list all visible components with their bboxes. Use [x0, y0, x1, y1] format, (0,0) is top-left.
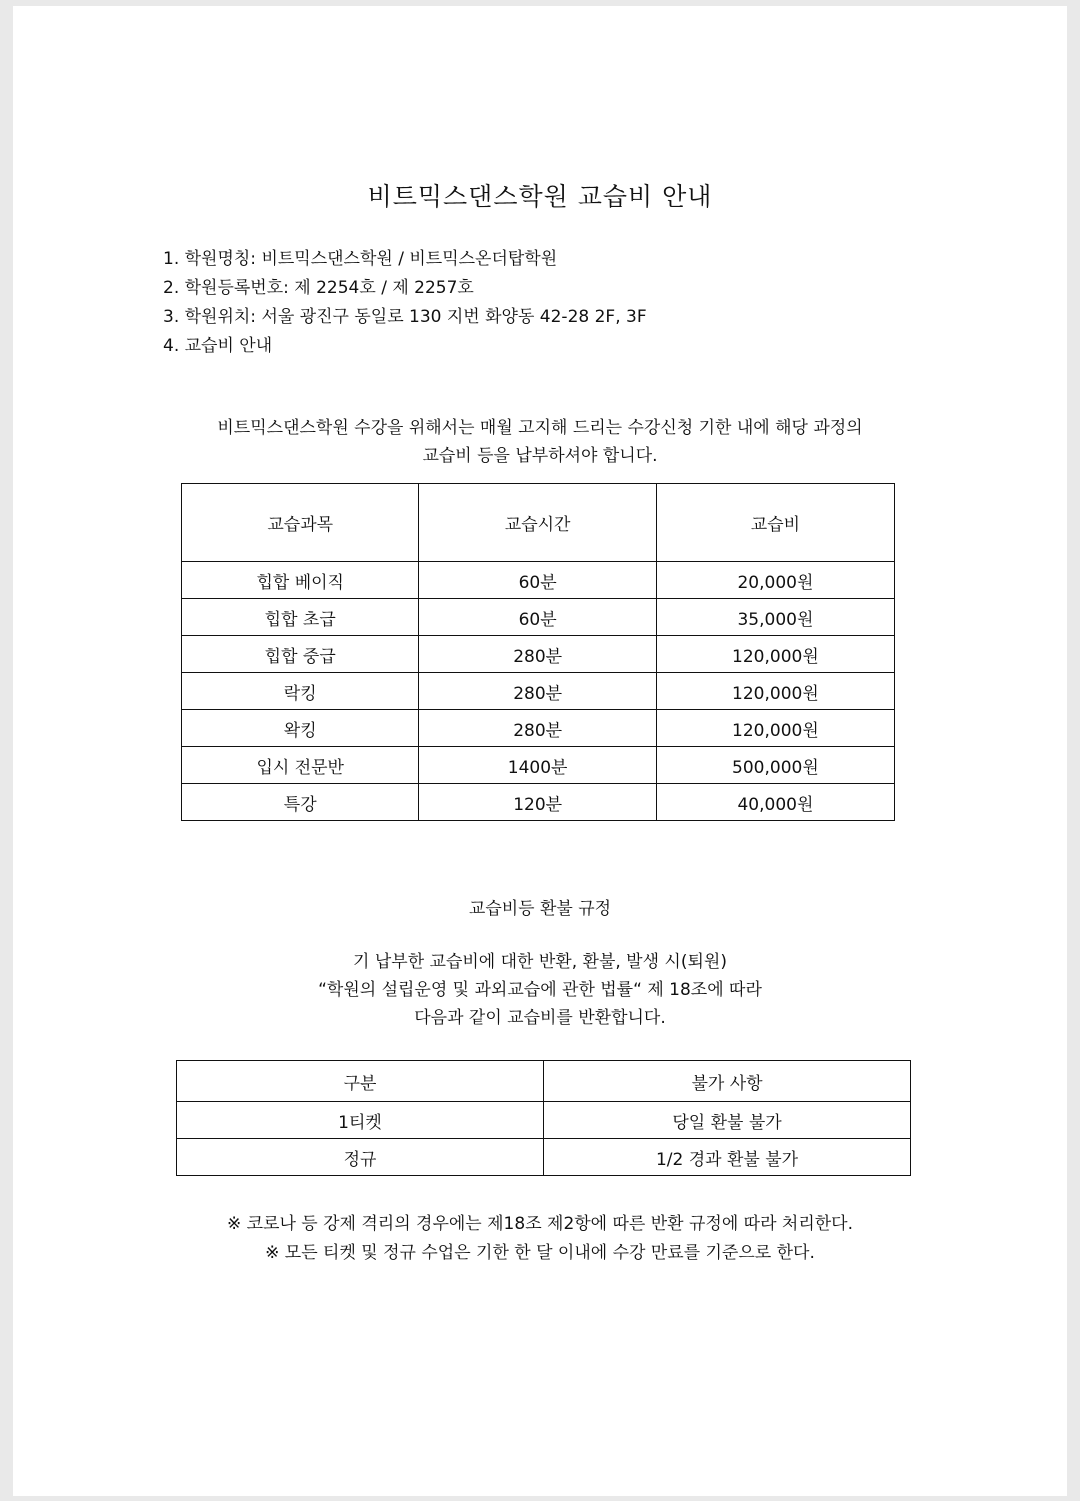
cell-duration: 280분 [419, 673, 656, 710]
cell-duration: 1400분 [419, 747, 656, 784]
cell-fee: 120,000원 [656, 710, 894, 747]
cell-subject: 입시 전문반 [182, 747, 419, 784]
info-item-registration: 2. 학원등록번호: 제 2254호 / 제 2257호 [163, 278, 474, 298]
table-row [177, 1139, 911, 1176]
refund-intro-line: 기 납부한 교습비에 대한 반환, 환불, 발생 시(퇴원) [353, 952, 727, 972]
intro-line: 교습비 등을 납부하셔야 합니다. [422, 446, 658, 466]
table-header-row [177, 1061, 911, 1102]
header-restriction: 불가 사항 [544, 1061, 911, 1102]
note-covid: ※ 코로나 등 강제 격리의 경우에는 제18조 제2항에 따른 반환 규정에 따라 처리한다. [226, 1214, 854, 1234]
cell-subject: 힙합 초급 [182, 599, 419, 636]
cell-category: 정규 [177, 1139, 544, 1176]
cell-duration: 280분 [419, 710, 656, 747]
refund-table [176, 1060, 911, 1176]
header-fee: 교습비 [656, 484, 894, 562]
cell-subject: 특강 [182, 784, 419, 821]
table-row [182, 784, 895, 821]
info-item-fee-guide: 4. 교습비 안내 [163, 336, 273, 356]
refund-intro [0, 948, 1080, 1032]
intro-paragraph [0, 414, 1080, 470]
cell-duration: 60분 [419, 599, 656, 636]
refund-heading: 교습비등 환불 규정 [468, 899, 612, 919]
cell-duration: 280분 [419, 636, 656, 673]
note-expiry: ※ 모든 티켓 및 정규 수업은 기한 한 달 이내에 수강 만료를 기준으로 한다. [265, 1243, 815, 1263]
cell-duration: 60분 [419, 562, 656, 599]
table-row [182, 636, 895, 673]
table-row [182, 747, 895, 784]
refund-intro-line: 다음과 같이 교습비를 반환합니다. [414, 1008, 666, 1028]
cell-subject: 왁킹 [182, 710, 419, 747]
academy-info-list [163, 245, 647, 361]
document-title: 비트믹스댄스학원 교습비 안내 [367, 182, 713, 211]
cell-fee: 120,000원 [656, 673, 894, 710]
intro-line: 비트믹스댄스학원 수강을 위해서는 매월 고지해 드리는 수강신청 기한 내에 해당 과정의 [217, 418, 863, 438]
cell-fee: 120,000원 [656, 636, 894, 673]
table-header-row [182, 484, 895, 562]
header-subject: 교습과목 [182, 484, 419, 562]
cell-fee: 500,000원 [656, 747, 894, 784]
cell-fee: 40,000원 [656, 784, 894, 821]
header-category: 구분 [177, 1061, 544, 1102]
table-row [182, 710, 895, 747]
notes [0, 1210, 1080, 1268]
cell-subject: 힙합 베이직 [182, 562, 419, 599]
table-row [182, 599, 895, 636]
cell-duration: 120분 [419, 784, 656, 821]
cell-fee: 20,000원 [656, 562, 894, 599]
cell-restriction: 당일 환불 불가 [544, 1102, 911, 1139]
info-item-location: 3. 학원위치: 서울 광진구 동일로 130 지번 화양동 42-28 2F, 3F [163, 307, 647, 327]
cell-subject: 락킹 [182, 673, 419, 710]
cell-subject: 힙합 중급 [182, 636, 419, 673]
fee-table [181, 483, 895, 821]
cell-category: 1티켓 [177, 1102, 544, 1139]
table-row [177, 1102, 911, 1139]
refund-intro-line: “학원의 설립운영 및 과외교습에 관한 법률“ 제 18조에 따라 [318, 980, 762, 1000]
cell-fee: 35,000원 [656, 599, 894, 636]
table-row [182, 673, 895, 710]
cell-restriction: 1/2 경과 환불 불가 [544, 1139, 911, 1176]
header-duration: 교습시간 [419, 484, 656, 562]
table-row [182, 562, 895, 599]
info-item-name: 1. 학원명칭: 비트믹스댄스학원 / 비트믹스온더탑학원 [163, 249, 558, 269]
